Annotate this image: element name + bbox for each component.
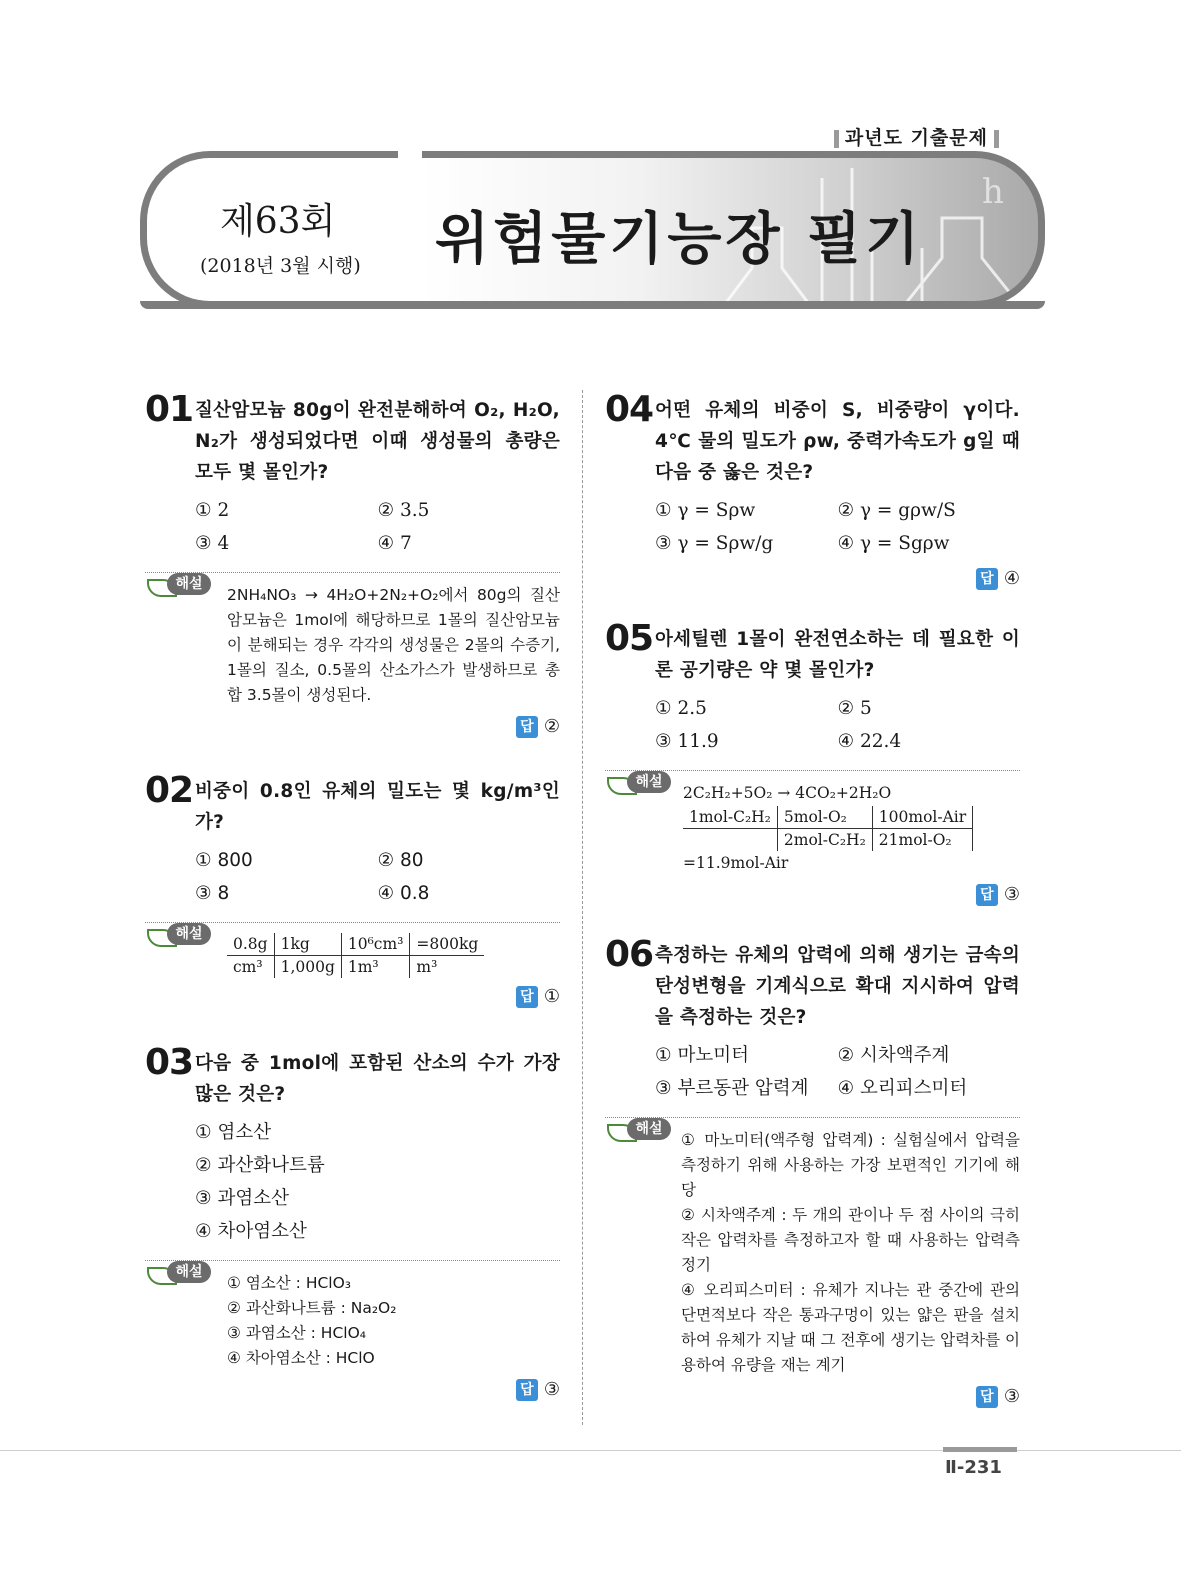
unit-conversion [227,933,560,978]
option-4: ④ 0.8 [377,883,430,904]
question-text: 비중이 0.8인 유체의 밀도는 몇 kg/m³인가? [195,781,560,833]
explanation-label: 해설 [627,771,671,793]
calc-cell: 100mol-Air [872,806,972,829]
question-text: 측정하는 유체의 압력에 의해 생기는 금속의 탄성변형을 기계식으로 확대 지시하여 압력을 측정하는 것은? [655,945,1020,1028]
question-number: 05 [605,618,654,659]
option-1: ① 염소산 [195,1122,272,1143]
explanation-01 [145,572,560,708]
answer-value: ④ [1003,568,1020,589]
explanation-03 [145,1260,560,1371]
section-tag-label: 과년도 기출문제 [844,127,988,149]
answer-value: ③ [1003,884,1020,905]
answer-04 [605,568,1020,590]
explanation-badge [145,1261,211,1291]
answer-05 [605,884,1020,906]
conversion-table [227,933,484,978]
column-divider [582,390,583,1425]
question-text: 아세틸렌 1몰이 완전연소하는 데 필요한 이론 공기량은 약 몇 몰인가? [655,629,1020,681]
option-list [655,692,1020,758]
tag-bar-left [834,130,839,148]
explanation-badge [145,923,211,953]
answer-01 [145,716,560,738]
question-05 [605,618,1020,758]
calc-result: =11.9mol-Air [683,854,789,872]
answer-03 [145,1379,560,1401]
explanation-list [681,1128,1020,1378]
option-4: ④ 오리피스미터 [837,1078,968,1099]
explanation-line: ③ 과염소산 : HClO₄ [227,1324,366,1342]
explanation-line: ④ 차아염소산 : HClO [227,1349,375,1367]
option-3: ③ 8 [195,883,230,904]
answer-value: ② [543,716,560,737]
answer-06 [605,1386,1020,1408]
footer-bar [943,1447,1017,1452]
option-2: ② 과산화나트륨 [195,1155,325,1176]
calc-cell: 2mol-C₂H₂ [777,829,872,852]
calc-cell: 5mol-O₂ [777,806,872,829]
exam-date: (2018년 3월 시행) [200,255,361,277]
question-06 [605,934,1020,1105]
option-list [655,494,1020,560]
exam-banner [140,151,1045,316]
option-1: ① γ = Sρw [655,500,756,521]
answer-label: 답 [516,986,538,1008]
option-1: ① 800 [195,850,253,871]
option-2: ② 3.5 [377,500,430,521]
reaction-equation: 2C₂H₂+5O₂ → 4CO₂+2H₂O [683,784,892,802]
question-text: 질산암모늄 80g이 완전분해하여 O₂, H₂O, N₂가 생성되었다면 이때 생성물의 총량은 모두 몇 몰인가? [195,400,560,483]
answer-label: 답 [516,1379,538,1401]
answer-label: 답 [976,884,998,906]
stoichiometry-calc [683,781,1020,876]
page-number: Ⅱ-231 [945,1457,1002,1478]
explanation-line: ① 마노미터(액주형 압력계) : 실험실에서 압력을 측정하기 위해 사용하는 가장 보편적인 기기에 해당 [681,1131,1020,1199]
calc-cell: 1mol-C₂H₂ [683,806,777,829]
calc-cell: 10⁶cm³ [341,933,410,956]
option-4: ④ 차아염소산 [195,1221,307,1242]
question-number: 04 [605,389,654,430]
option-list [195,844,560,910]
right-column [605,389,1020,1408]
question-01 [145,389,560,560]
section-tag [828,123,1005,150]
option-2: ② 시차액주계 [837,1045,950,1066]
option-1: ① 2 [195,500,230,521]
answer-label: 답 [516,716,538,738]
explanation-badge [605,771,671,801]
explanation-line: ② 시차액주계 : 두 개의 관이나 두 점 사이의 극히 작은 압력차를 측정하고자 할 때 사용하는 압력측정기 [681,1206,1020,1274]
answer-value: ① [543,986,560,1007]
question-number: 01 [145,389,194,430]
option-1: ① 마노미터 [655,1045,749,1066]
question-02 [145,770,560,910]
calc-cell: 1m³ [341,956,410,979]
option-3: ③ 과염소산 [195,1188,289,1209]
explanation-badge [605,1118,671,1148]
explanation-line: ① 염소산 : HClO₃ [227,1274,352,1292]
explanation-label: 해설 [167,923,211,945]
option-list [195,494,560,560]
option-3: ③ 부르동관 압력계 [655,1078,809,1099]
option-2: ② γ = gρw/S [837,500,956,521]
calc-cell: cm³ [227,956,274,979]
banner-bottom-strip [140,301,1045,309]
option-4: ④ γ = Sgρw [837,533,950,554]
option-4: ④ 22.4 [837,731,902,752]
answer-value: ③ [543,1379,560,1400]
svg-text:h: h [982,172,1004,212]
left-column [145,389,560,1401]
explanation-02 [145,922,560,978]
answer-label: 답 [976,568,998,590]
option-list [655,1039,1020,1105]
calc-cell: 0.8g [227,933,274,956]
option-2: ② 5 [837,698,872,719]
answer-02 [145,986,560,1008]
explanation-label: 해설 [167,573,211,595]
explanation-label: 해설 [627,1118,671,1140]
explanation-text: 2NH₄NO₃ → 4H₂O+2N₂+O₂에서 80g의 질산암모늄은 1mol에 해당하므로 1몰의 질산암모늄이 분해되는 경우 각각의 생성물은 2몰의 수증기, 1몰의 질소, 0.5몰의 산소가스가 발생하므로 총합 3.5몰이 생성된다. [227,586,560,704]
option-3: ③ 4 [195,533,230,554]
question-text: 어떤 유체의 비중이 S, 비중량이 γ이다. 4℃ 물의 밀도가 ρw, 중력가속도가 g일 때 다음 중 옳은 것은? [655,400,1020,483]
option-4: ④ 7 [377,533,412,554]
answer-label: 답 [976,1386,998,1408]
question-text: 다음 중 1mol에 포함된 산소의 수가 가장 많은 것은? [195,1053,560,1105]
exam-title: 위험물기능장 필기 [435,207,924,272]
calc-cell [683,829,777,852]
calc-cell: m³ [416,958,438,976]
exam-round: 제63회 [220,201,336,242]
tag-bar-right [994,130,999,148]
question-number: 06 [605,934,654,975]
explanation-badge [145,573,211,603]
question-03 [145,1042,560,1248]
explanation-list [227,1271,560,1371]
question-number: 03 [145,1042,194,1083]
calc-cell: 1,000g [274,956,341,979]
question-number: 02 [145,770,194,811]
option-3: ③ 11.9 [655,731,719,752]
explanation-line: ④ 오리피스미터 : 유체가 지나는 관 중간에 관의 단면적보다 작은 통과구멍이 있는 얇은 판을 설치하여 유체가 지날 때 그 전후에 생기는 압력차를 이용하여 유량을 재는 계기 [681,1281,1020,1374]
explanation-label: 해설 [167,1261,211,1283]
calc-table [683,806,973,851]
explanation-06 [605,1117,1020,1378]
calc-cell: =800kg [410,933,484,956]
explanation-line: ② 과산화나트륨 : Na₂O₂ [227,1299,397,1317]
banner-divider [398,151,422,308]
answer-value: ③ [1003,1386,1020,1407]
option-1: ① 2.5 [655,698,707,719]
option-2: ② 80 [377,850,424,871]
option-list [195,1116,560,1248]
question-04 [605,389,1020,560]
explanation-05 [605,770,1020,876]
calc-cell: 1kg [274,933,341,956]
option-3: ③ γ = Sρw/g [655,533,774,554]
calc-cell: 21mol-O₂ [872,829,972,852]
